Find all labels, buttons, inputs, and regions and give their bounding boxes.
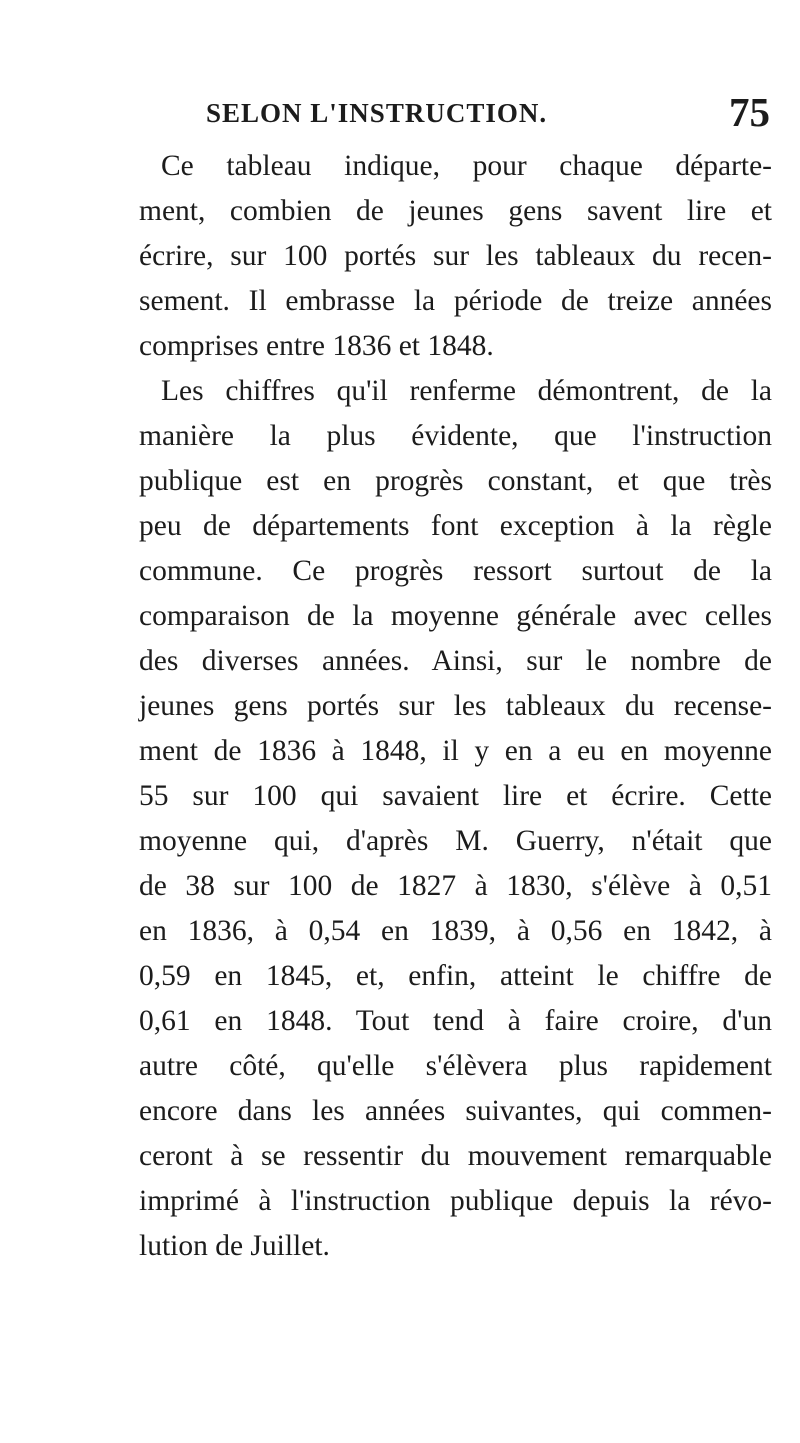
paragraph-2-line-15: 0,61 en 1848. Tout tend à faire croire, d'un (139, 1005, 772, 1037)
paragraph-1-line-4: sement. Il embrasse la période de treize années (139, 285, 772, 317)
paragraph-2-line-8: jeunes gens portés sur les tableaux du recense- (139, 690, 772, 722)
page-number: 75 (729, 89, 770, 135)
paragraph-2-line-17: encore dans les années suivantes, qui commen- (139, 1095, 772, 1127)
paragraph-2-line-1: Les chiffres qu'il renferme démontrent, de la (161, 375, 772, 407)
paragraph-2-line-7: des diverses années. Ainsi, sur le nombre de (139, 645, 772, 677)
paragraph-2-line-19: imprimé à l'instruction publique depuis la révo- (139, 1185, 772, 1217)
paragraph-2-line-10: 55 sur 100 qui savaient lire et écrire. Cette (139, 780, 772, 812)
paragraph-1-line-3: écrire, sur 100 portés sur les tableaux du recen- (139, 240, 772, 272)
paragraph-2-line-12: de 38 sur 100 de 1827 à 1830, s'élève à 0,51 (139, 870, 772, 902)
paragraph-2-line-13: en 1836, à 0,54 en 1839, à 0,56 en 1842, à (139, 915, 772, 947)
paragraph-2-line-11: moyenne qui, d'après M. Guerry, n'était que (139, 825, 772, 857)
paragraph-2-line-16: autre côté, qu'elle s'élèvera plus rapidement (139, 1050, 772, 1082)
paragraph-2-line-18: ceront à se ressentir du mouvement remarquable (139, 1140, 772, 1172)
running-header (140, 88, 770, 148)
paragraph-2-line-20: lution de Juillet. (139, 1230, 330, 1262)
paragraph-2-line-2: manière la plus évidente, que l'instruction (139, 420, 772, 452)
paragraph-2-line-6: comparaison de la moyenne générale avec celles (139, 600, 772, 632)
paragraph-2-line-14: 0,59 en 1845, et, enfin, atteint le chiffre de (139, 960, 772, 992)
running-title: SELON L'INSTRUCTION. (206, 98, 548, 128)
paragraph-2-line-3: publique est en progrès constant, et que très (139, 465, 772, 497)
body-text (139, 144, 772, 1269)
paragraph-1-line-1: Ce tableau indique, pour chaque départe- (161, 150, 772, 182)
paragraph-1-line-5: comprises entre 1836 et 1848. (139, 330, 494, 362)
paragraph-2-line-4: peu de départements font exception à la règle (139, 510, 772, 542)
paragraph-2-line-9: ment de 1836 à 1848, il y en a eu en moyenne (139, 735, 772, 767)
paragraph-1-line-2: ment, combien de jeunes gens savent lire et (139, 195, 772, 227)
paragraph-2-line-5: commune. Ce progrès ressort surtout de la (139, 555, 772, 587)
